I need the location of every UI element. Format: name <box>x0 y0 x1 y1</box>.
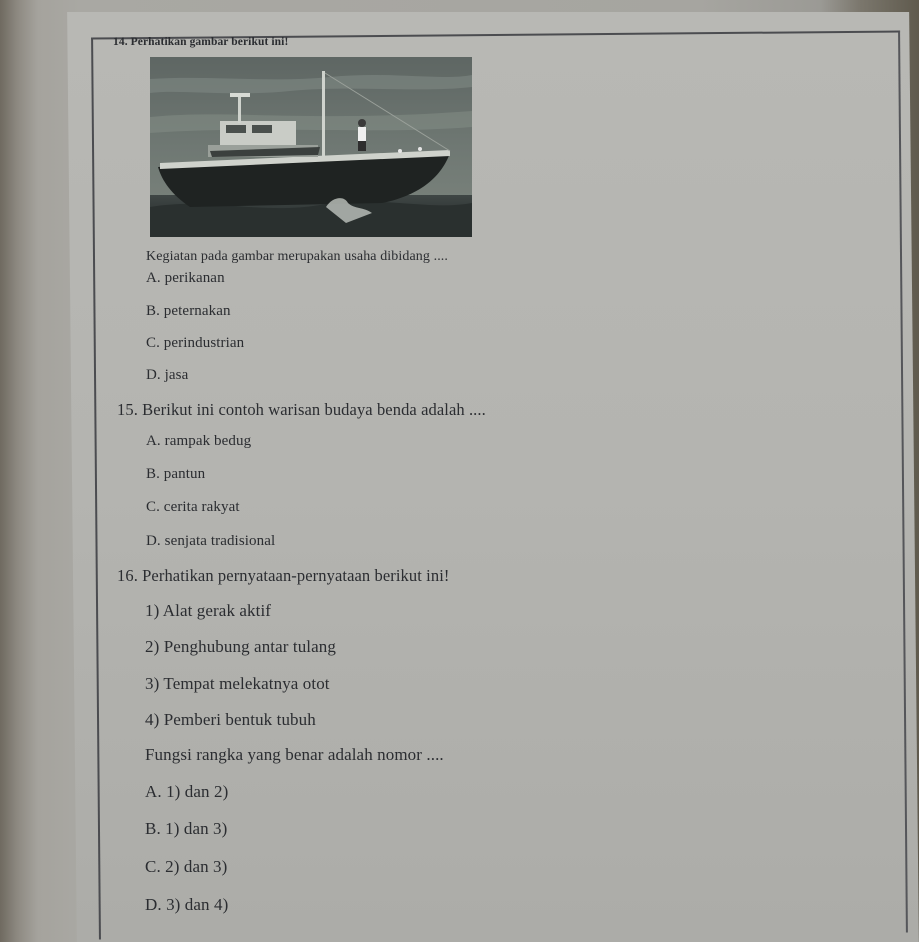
q16-option-d: D. 3) dan 4) <box>145 895 229 914</box>
q16-statement-3: 3) Tempat melekatnya otot <box>145 674 330 693</box>
question-16-stem: Fungsi rangka yang benar adalah nomor .... <box>145 745 444 764</box>
fishing-boat-photo <box>150 57 472 237</box>
q14-option-c: C. perindustrian <box>146 335 245 351</box>
q16-statement-1: 1) Alat gerak aktif <box>145 601 272 620</box>
q16-option-c: C. 2) dan 3) <box>145 857 228 876</box>
q14-option-b: B. peternakan <box>146 303 231 319</box>
q16-option-a: A. 1) dan 2) <box>145 782 229 801</box>
q15-option-b: B. pantun <box>146 466 206 482</box>
q16-statement-2: 2) Penghubung antar tulang <box>145 637 336 656</box>
q15-option-d: D. senjata tradisional <box>146 533 276 549</box>
q16-option-b: B. 1) dan 3) <box>145 819 228 838</box>
q14-option-a: A. perikanan <box>146 270 225 286</box>
q15-option-c: C. cerita rakyat <box>146 499 240 515</box>
question-14-stem: Kegiatan pada gambar merupakan usaha dibidang .... <box>146 249 449 264</box>
q14-option-d: D. jasa <box>146 367 189 383</box>
question-15-prompt: 15. Berikut ini contoh warisan budaya benda adalah .... <box>117 400 486 419</box>
question-16-prompt: 16. Perhatikan pernyataan-pernyataan berikut ini! <box>117 566 450 585</box>
question-14-prompt: 14. Perhatikan gambar berikut ini! <box>113 36 289 48</box>
q16-statement-4: 4) Pemberi bentuk tubuh <box>145 710 316 729</box>
q15-option-a: A. rampak bedug <box>146 433 252 449</box>
